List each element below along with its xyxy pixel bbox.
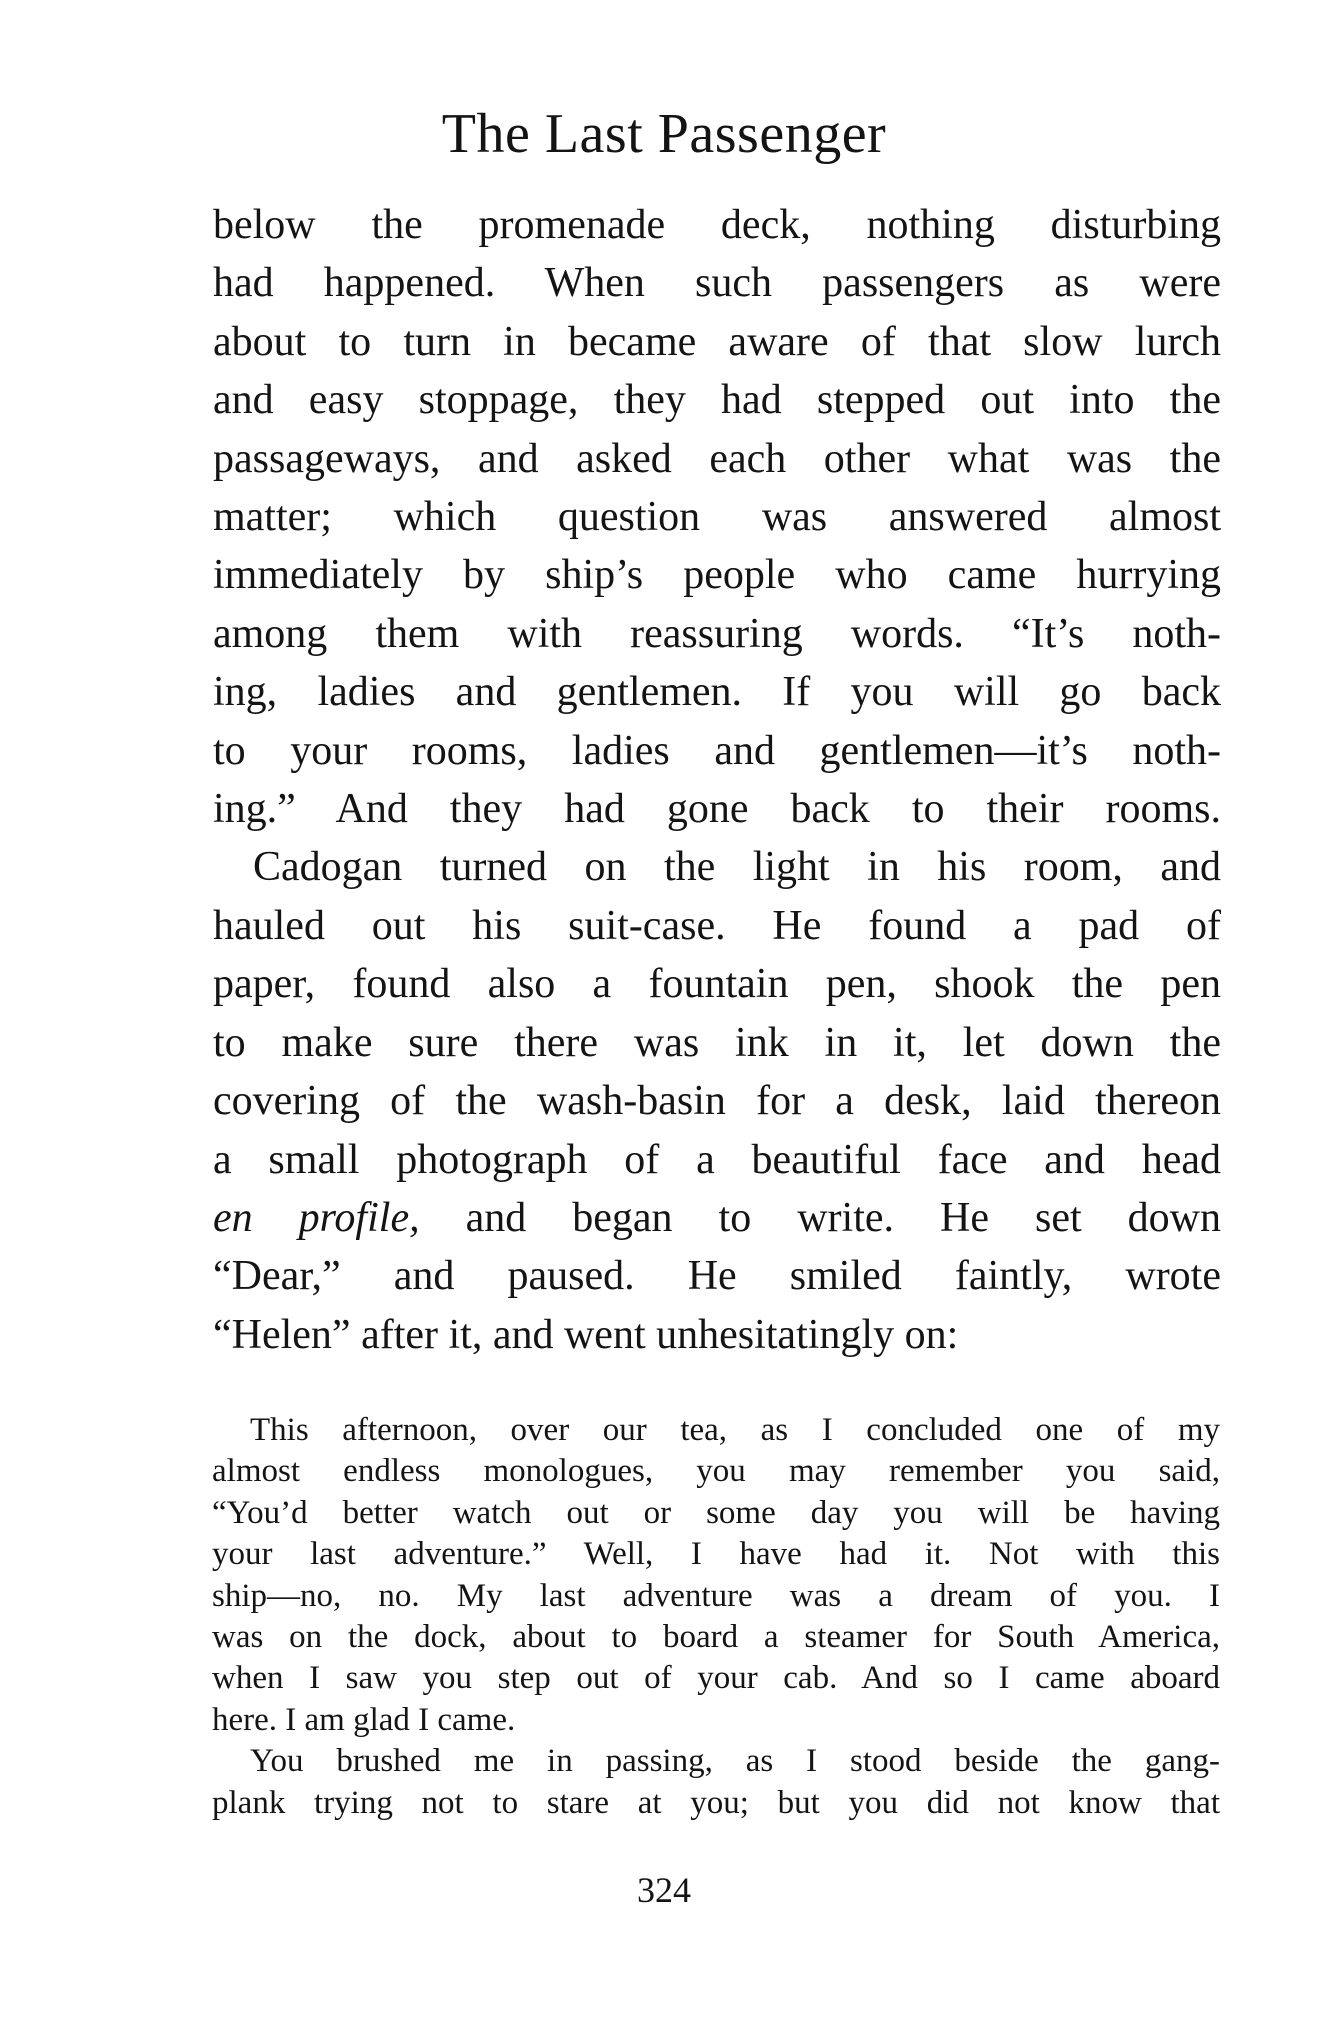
text-line: “Helen” after it, and went unhesitatingly on: — [213, 1311, 959, 1358]
text-line: a small photograph of a beautiful face and head — [213, 1136, 1221, 1183]
text-line: ing, ladies and gentlemen. If you will go back — [213, 669, 1221, 716]
italic-phrase: en profile, — [213, 1194, 420, 1241]
letter-line: plank trying not to stare at you; but you did not know that — [212, 1784, 1220, 1821]
text-line: passageways, and asked each other what was the — [213, 435, 1221, 482]
page-number: 324 — [637, 1870, 691, 1910]
text-line — [213, 1189, 1221, 1247]
text-line: covering of the wash-basin for a desk, laid thereon — [213, 1078, 1221, 1125]
letter-line: This afternoon, over our tea, as I concluded one of my — [250, 1412, 1220, 1448]
letter-line: your last adventure.” Well, I have had it. Not with this — [212, 1536, 1220, 1573]
text-line: had happened. When such passengers as were — [213, 260, 1221, 307]
letter-line: when I saw you step out of your cab. And so I came aboard — [212, 1660, 1220, 1697]
text-line: matter; which question was answered almost — [213, 494, 1221, 541]
letter-line: “You’d better watch out or some day you will be having — [212, 1494, 1220, 1531]
letter-text — [212, 1410, 1220, 1824]
text-line: Cadogan turned on the light in his room, and — [253, 844, 1221, 891]
letter-line: You brushed me in passing, as I stood beside the gang- — [250, 1743, 1220, 1780]
text-line: immediately by ship’s people who came hurrying — [213, 552, 1221, 599]
text-line: “Dear,” and paused. He smiled faintly, wrote — [213, 1253, 1221, 1300]
text-line: and easy stoppage, they had stepped out into the — [213, 377, 1221, 424]
text-line: ing.” And they had gone back to their rooms. — [213, 786, 1221, 833]
letter-line: was on the dock, about to board a steamer for South America, — [212, 1619, 1220, 1656]
body-text — [213, 196, 1221, 1364]
letter-line: here. I am glad I came. — [212, 1701, 516, 1738]
text-line: paper, found also a fountain pen, shook the pen — [213, 961, 1221, 1008]
letter-line: almost endless monologues, you may remember you said, — [212, 1453, 1220, 1490]
text-line: among them with reassuring words. “It’s noth- — [213, 610, 1221, 657]
page-title: The Last Passenger — [441, 103, 887, 165]
text-line: hauled out his suit-case. He found a pad of — [213, 902, 1221, 949]
text-line: below the promenade deck, nothing disturbing — [213, 202, 1221, 248]
letter-line: ship—no, no. My last adventure was a dream of you. I — [212, 1577, 1220, 1614]
text-span: and began to write. He set down — [419, 1194, 1221, 1241]
text-line: to your rooms, ladies and gentlemen—it’s noth- — [213, 727, 1221, 774]
text-line: to make sure there was ink in it, let down the — [213, 1019, 1221, 1066]
text-line: about to turn in became aware of that slow lurch — [213, 318, 1221, 365]
